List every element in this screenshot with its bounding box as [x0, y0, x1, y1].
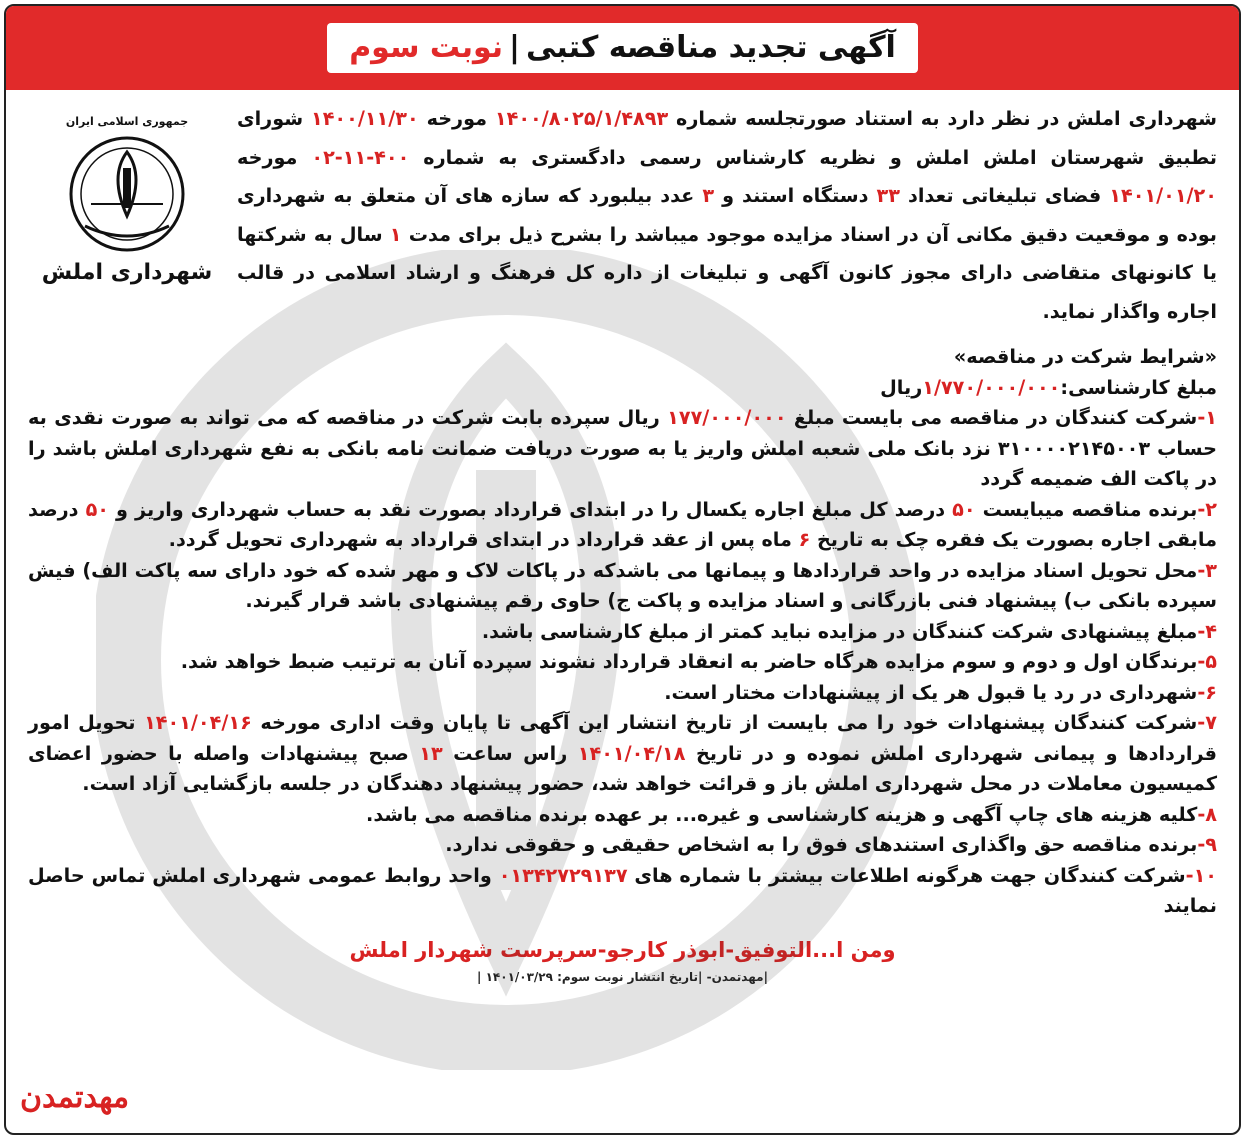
ad-title: آگهی تجدید مناقصه کتبی	[526, 30, 896, 65]
item-text: ریال سپرده بابت شرکت در مناقصه که می تواند به صورت نقدی به حساب ۳۱۰۰۰۰۲۱۴۵۰۰۳ نزد بانک ملی شعبه املش واریز یا به صورت دریافت ضمانت نامه بانکی به نفع شهرداری املش باشد را در پاکت الف ضمیمه گردد	[28, 406, 1217, 490]
item-number: ۴-	[1197, 619, 1217, 643]
condition-item-8	[28, 800, 1217, 831]
lease-years: ۱	[389, 222, 402, 246]
opening-date: ۱۴۰۱/۰۴/۱۸	[577, 741, 686, 765]
item-text: شرکت کنندگان پیشنهادات خود را می بایست از تاریخ انتشار این آگهی تا پایان وقت اداری مورخه	[251, 711, 1198, 734]
conditions-title: «شرایط شرکت در مناقصه»	[953, 345, 1217, 368]
ad-frame	[4, 4, 1241, 1135]
percent-value: ۵۰	[952, 497, 976, 521]
municipality-logo	[32, 114, 222, 294]
item-text: درصد کل مبلغ اجاره یکسال را در ابتدای قرارداد بصورت نقد به حساب شهرداری واریز و	[109, 497, 953, 521]
expert-number: ۴۰۰-۱۱-۰۲	[311, 145, 410, 169]
round-label: نوبت سوم	[349, 30, 504, 65]
contact-phone: ۰۱۳۴۲۷۲۹۱۳۷	[498, 863, 628, 887]
item-text: راس ساعت	[442, 741, 578, 765]
intro-text: دستگاه استند و	[714, 184, 877, 207]
item-text: مبلغ پیشنهادی شرکت کنندگان در مزایده نباید کمتر از مبلغ کارشناسی باشد.	[481, 619, 1198, 643]
item-number: ۶-	[1197, 680, 1217, 704]
stand-count: ۳۳	[876, 184, 900, 207]
item-text: شرکت کنندگان جهت هرگونه اطلاعات بیشتر با شماره های	[627, 863, 1186, 887]
condition-item-10	[28, 861, 1217, 922]
intro-paragraph	[237, 100, 1217, 331]
deposit-amount: ۱۷۷/۰۰۰/۰۰۰	[667, 406, 787, 429]
price-value: ۱/۷۷۰/۰۰۰/۰۰۰	[922, 375, 1061, 399]
title-separator: |	[509, 30, 520, 65]
item-number: ۳-	[1197, 558, 1217, 582]
intro-text: سال به شرکتها یا کانونهای متقاضی دارای مجوز کانون آگهی و تبلیغات از داره کل فرهنگ و ارشاد اسلامی در قالب اجاره واگذار نماید.	[237, 222, 1217, 323]
title-box	[327, 23, 918, 73]
item-number: ۱-	[1197, 406, 1217, 429]
item-number: ۲-	[1197, 497, 1217, 521]
item-number: ۵-	[1197, 650, 1217, 673]
intro-text: عدد بیلبورد که سازه های آن متعلق به شهرداری بوده و موقعیت دقیق مکانی آن در اسناد مزایده موجود میباشد را بشرح ذیل برای مدت	[237, 184, 1217, 246]
item-text: واحد روابط عمومی شهرداری املش تماس حاصل نمایند	[28, 863, 1217, 917]
intro-row	[28, 100, 1217, 336]
condition-item-3	[28, 556, 1217, 617]
item-text: کلیه هزینه های چاپ آگهی و هزینه کارشناسی و غیره... بر عهده برنده مناقصه می باشد.	[366, 802, 1198, 826]
signature-line: ومن ا...التوفیق-ابوذر کارجو-سرپرست شهردار املش	[349, 937, 896, 962]
logo-name: شهرداری املش	[41, 260, 213, 285]
item-text: ماه پس از عقد قرارداد در ابتدای قرارداد به شهرداری تحویل گردد.	[168, 528, 799, 551]
item-text: تحویل امور قراردادها و پیمانی شهرداری املش نموده و در تاریخ	[28, 711, 1217, 765]
session-number: ۱۴۰۰/۸۰۲۵/۱/۴۸۹۳	[494, 107, 669, 130]
condition-item-4	[28, 617, 1217, 648]
item-text: محل تحویل اسناد مزایده در واحد قراردادها و پیمانها می باشدکه در پاکات لاک و مهر شده که خود دارای سه پاکت الف) فیش سپرده بانکی ب) پیشنهاد فنی بازرگانی و اسناد مزایده و پاکت ج) حاوی رقم پیشنهادی باشد قرار گیرند.	[28, 558, 1217, 612]
intro-text: شورای تطبیق شهرستان املش املش و نظریه کارشناس رسمی دادگستری به شماره	[237, 107, 1217, 169]
intro-text: مورخه	[418, 107, 495, 130]
expert-date: ۱۴۰۱/۰۱/۲۰	[1109, 184, 1217, 207]
deadline-date: ۱۴۰۱/۰۴/۱۶	[144, 711, 252, 734]
publish-info: |مهدتمدن- |تاریخ انتشار نوبت سوم: ۱۴۰۱/۰۳/۲۹ |	[477, 969, 768, 984]
logo-country: جمهوری اسلامی ایران	[65, 115, 189, 128]
item-text: برندگان اول و دوم و سوم مزایده هرگاه حاضر به انعقاد قرارداد نشوند سپرده آنان به ترتیب ضبط خواهد شد.	[180, 650, 1198, 673]
intro-text: مورخه	[237, 145, 312, 169]
item-number: ۹-	[1197, 833, 1217, 856]
price-unit: ریال	[880, 375, 923, 399]
item-number: ۷-	[1197, 711, 1217, 734]
condition-item-2	[28, 495, 1217, 556]
newspaper-brand-logo: مهدتمدن	[20, 1080, 130, 1115]
intro-text: فضای تبلیغاتی تعداد	[899, 184, 1110, 207]
item-text: درصد مابقی اجاره بصورت یک فقره چک به تاریخ	[28, 497, 1217, 551]
months-value: ۶	[798, 528, 811, 551]
session-date: ۱۴۰۰/۱۱/۳۰	[310, 107, 419, 130]
item-number: ۸-	[1197, 802, 1217, 826]
condition-item-6	[28, 678, 1217, 709]
condition-item-7	[28, 708, 1217, 800]
opening-hour: ۱۳	[419, 741, 443, 765]
item-number: ۱۰-	[1185, 863, 1217, 887]
title-bar	[6, 6, 1239, 90]
intro-text: شهرداری املش در نظر دارد به استناد صورتجلسه شماره	[668, 107, 1217, 130]
expert-price	[28, 373, 1217, 404]
item-text: شرکت کنندگان در مناقصه می بایست مبلغ	[786, 406, 1198, 429]
billboard-count: ۳	[702, 184, 715, 207]
emblem-icon	[67, 134, 187, 254]
ad-body	[6, 90, 1239, 984]
condition-item-9	[28, 830, 1217, 861]
condition-item-1	[28, 403, 1217, 495]
item-text: شهرداری در رد یا قبول هر یک از پیشنهادات مختار است.	[664, 680, 1198, 704]
item-text: صبح پیشنهادات واصله با حضور اعضای کمیسیون معاملات در محل شهرداری املش باز و قرائت خواهد شد، حضور پیشنهاد دهندگان در جلسه بازگشایی آزاد است.	[28, 741, 1217, 795]
item-text: برنده مناقصه حق واگذاری استندهای فوق را به اشخاص حقیقی و حقوقی ندارد.	[445, 833, 1198, 856]
condition-item-5	[28, 647, 1217, 678]
item-text: برنده مناقصه میبایست	[975, 497, 1198, 521]
percent-value: ۵۰	[85, 497, 110, 521]
price-label: مبلغ کارشناسی:	[1060, 375, 1217, 399]
